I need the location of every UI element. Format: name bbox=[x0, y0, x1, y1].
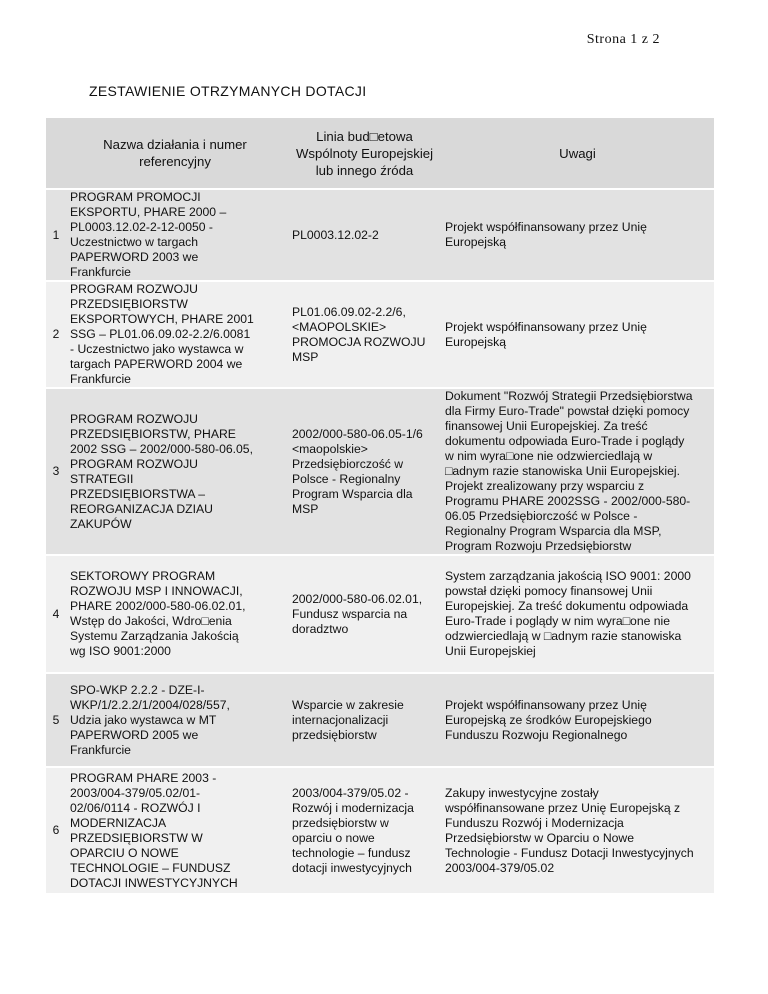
table-row bbox=[46, 767, 714, 893]
page-number: Strona 1 z 2 bbox=[586, 32, 660, 47]
row-number: 6 bbox=[52, 823, 60, 837]
row-number: 5 bbox=[52, 712, 60, 727]
row-name: PROGRAM PROMOCJI EKSPORTU, PHARE 2000 – PL0003.12.02-2-12-0050 - Uczestnictwo w targach PAPERWORD 2003 we Frankfurcie bbox=[70, 190, 227, 279]
table-row bbox=[46, 673, 714, 767]
row-budget-line: PL01.06.09.02-2.2/6, <MAOPOLSKIE> PROMOCJA ROZWOJU MSP bbox=[292, 304, 426, 364]
table-header-row bbox=[46, 118, 714, 189]
row-budget-line: 2002/000-580-06.02.01, Fundusz wsparcia na doradztwo bbox=[292, 591, 423, 636]
row-name: PROGRAM ROZWOJU PRZEDSIĘBIORSTW, PHARE 2002 SSG – 2002/000-580-06.05, PROGRAM ROZWOJU STRATEGII PRZEDSIĘBIORSTWA – REORGANIZACJA DZIAU ZAKUPÓW bbox=[70, 411, 253, 531]
row-budget-line: 2003/004-379/05.02 - Rozwój i modernizacja przedsiębiorstw w oparciu o nowe technologie – fundusz dotacji inwestycyjnych bbox=[292, 785, 414, 875]
header-number bbox=[46, 118, 66, 189]
table-row bbox=[46, 189, 714, 281]
table-row bbox=[46, 281, 714, 388]
table-row bbox=[46, 388, 714, 555]
document-title: ZESTAWIENIE OTRZYMANYCH DOTACJI bbox=[89, 83, 367, 99]
header-name: Nazwa działania i numer referencyjny bbox=[66, 118, 284, 189]
row-budget-line: PL0003.12.02-2 bbox=[292, 227, 379, 242]
row-budget-line: Wsparcie w zakresie internacjonalizacji przedsiębiorstw bbox=[292, 697, 404, 742]
row-notes: Zakupy inwestycyjne zostały współfinansowane przez Unię Europejską z Funduszu Rozwój i Modernizacja Przedsiębiorstw w Oparciu o Nowe Technologie - Fundusz Dotacji Inwestycyjnych 2003/004-379/05.02 bbox=[445, 785, 694, 875]
row-name: PROGRAM PHARE 2003 - 2003/004-379/05.02/01- 02/06/0114 - ROZWÓJ I MODERNIZACJA PRZEDSIĘBIORSTW W OPARCIU O NOWE TECHNOLOGIE – FUNDUSZ DOTACJI INWESTYCYJNYCH bbox=[70, 770, 238, 890]
row-number: 3 bbox=[52, 464, 60, 478]
row-number: 1 bbox=[52, 227, 60, 242]
row-name: SPO-WKP 2.2.2 - DZE-I- WKP/1/2.2.2/1/2004/028/557, Udzia jako wystawca w MT PAPERWORD 2005 we Frankfurcie bbox=[70, 682, 230, 757]
row-number: 4 bbox=[52, 606, 60, 621]
grants-table bbox=[46, 118, 714, 893]
header-notes: Uwagi bbox=[441, 118, 714, 189]
row-number: 2 bbox=[52, 327, 60, 341]
row-notes: Projekt współfinansowany przez Unię Europejską bbox=[445, 319, 647, 349]
row-name: SEKTOROWY PROGRAM ROZWOJU MSP I INNOWACJI, PHARE 2002/000-580-06.02.01, Wstęp do Jakości, Wdro□enia Systemu Zarządzania Jakością wg ISO 9001:2000 bbox=[70, 569, 246, 658]
row-notes: System zarządzania jakością ISO 9001: 2000 powstał dzięki pomocy finansowej Unii Europejskiej. Za treść dokumentu odpowiada Euro-Trade i poglądy w nim wyra□one nie odzwierciedlają w □adnym razie stanowiska Unii Europejskiej bbox=[445, 569, 691, 658]
row-notes: Projekt współfinansowany przez Unię Europejską ze środków Europejskiego Funduszu Rozwoju Regionalnego bbox=[445, 697, 652, 742]
row-budget-line: 2002/000-580-06.05-1/6 <maopolskie> Przedsiębiorczość w Polsce - Regionalny Program Wsparcia dla MSP bbox=[292, 426, 423, 516]
row-notes: Dokument "Rozwój Strategii Przedsiębiorstwa dla Firmy Euro-Trade" powstał dzięki pomocy finansowej Unii Europejskiej. Za treść dokumentu odpowiada Euro-Trade i poglądy w nim wyra□one nie odzwierciedlają w □adnym razie stanowiska Unii Europejskiej. Projekt zrealizowany przy wsparciu z Programu PHARE 2002SSG - 2002/000-580- 06.05 Przedsiębiorczość w Polsce - Regionalny Program Wsparcia dla MSP, Program Rozwoju Przedsiębiorstw bbox=[445, 389, 693, 553]
row-notes: Projekt współfinansowany przez Unię Europejską bbox=[445, 220, 647, 249]
header-budget-line: Linia bud□etowa Wspólnoty Europejskiej lub innego źróda bbox=[284, 118, 441, 189]
row-name: PROGRAM ROZWOJU PRZEDSIĘBIORSTW EKSPORTOWYCH, PHARE 2001 SSG – PL01.06.09.02-2.2/6.0081 - Uczestnictwo jako wystawca w targach PAPERWORD 2004 we Frankfurcie bbox=[70, 282, 254, 386]
table-row bbox=[46, 555, 714, 673]
